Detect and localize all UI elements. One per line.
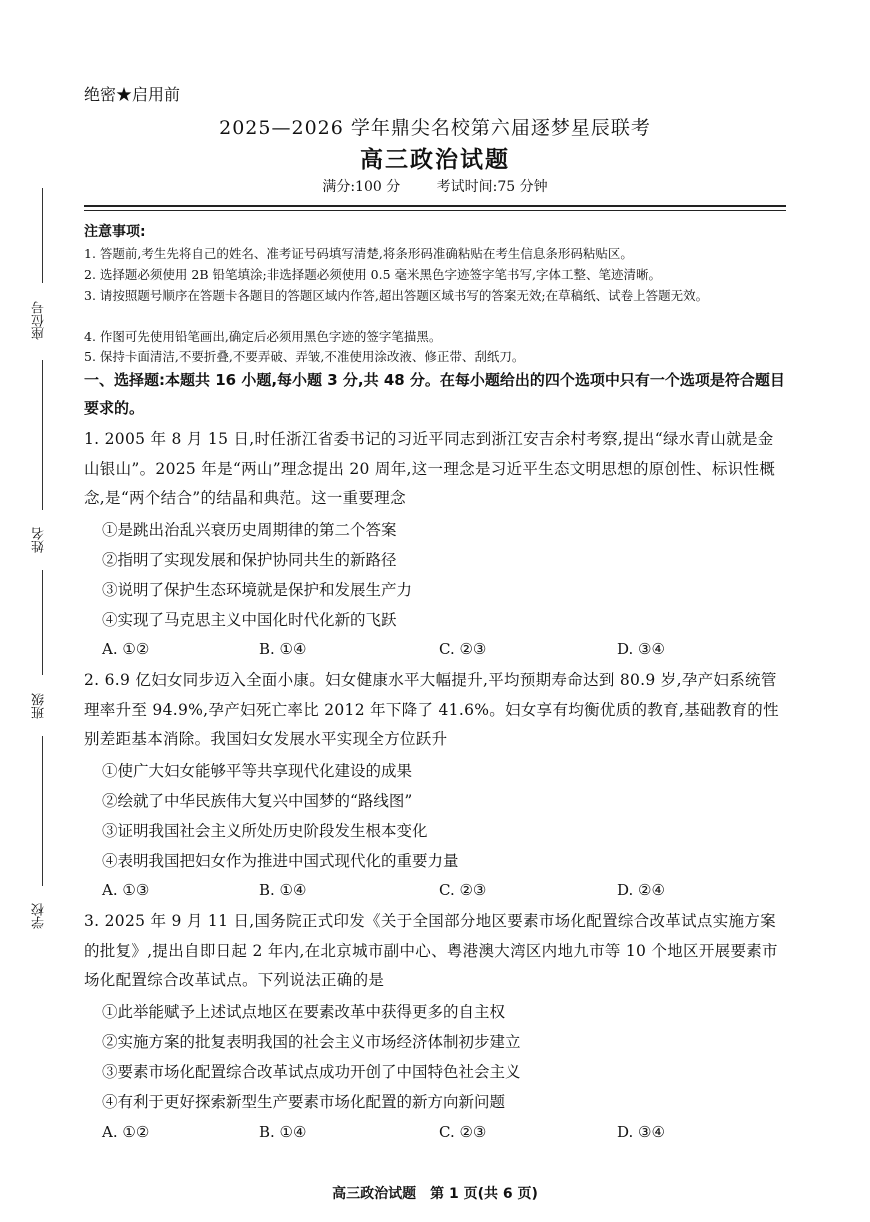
- confidential-mark: 绝密★启用前: [84, 85, 181, 104]
- question-3-option-2: ②实施方案的批复表明我国的社会主义市场经济体制初步建立: [102, 1033, 521, 1051]
- question-1-option-2: ②指明了实现发展和保护协同共生的新路径: [102, 551, 397, 569]
- notice-item-3: 3. 请按照题号顺序在答题卡各题目的答题区域内作答,超出答题区域书写的答案无效;在草稿纸、试卷上答题无效。: [84, 288, 709, 303]
- question-1-choice-b[interactable]: B. ①④: [259, 640, 307, 658]
- question-1-choice-a[interactable]: A. ①②: [102, 640, 150, 658]
- exam-title: 2025—2026 学年鼎尖名校第六届逐梦星辰联考: [219, 117, 651, 139]
- score-time-line: [0, 176, 870, 196]
- question-1-choice-d[interactable]: D. ③④: [617, 640, 665, 658]
- binding-line-1: [42, 188, 43, 283]
- notice-item-2: 2. 选择题必须使用 2B 铅笔填涂;非选择题必须使用 0.5 毫米黑色字迹签字笔书写,字体工整、笔迹清晰。: [84, 267, 661, 282]
- notice-item-5: 5. 保持卡面清洁,不要折叠,不要弄破、弄皱,不准使用涂改液、修正带、刮纸刀。: [84, 349, 525, 364]
- class-label: 班级: [32, 693, 47, 719]
- question-1-choice-c[interactable]: C. ②③: [439, 640, 487, 658]
- question-3-stem: 3. 2025 年 9 月 11 日,国务院正式印发《关于全国部分地区要素市场化配置综合改革试点实施方案的批复》,提出自即日起 2 年内,在北京城市副中心、粤港澳大湾区内地九市等 10 个地区开展要素市场化配置综合改革试点。下列说法正确的是: [84, 912, 778, 989]
- question-3-choices: [102, 1117, 792, 1147]
- question-3-choice-c[interactable]: C. ②③: [439, 1123, 487, 1141]
- full-score: 满分:100 分: [322, 179, 401, 195]
- question-1-choices: [102, 634, 792, 664]
- binding-line-4: [42, 736, 43, 886]
- question-1-option-4: ④实现了马克思主义中国化时代化新的飞跃: [102, 611, 397, 629]
- notice-item-1: 1. 答题前,考生先将自己的姓名、准考证号码填写清楚,将条形码准确粘贴在考生信息条形码粘贴区。: [84, 246, 633, 261]
- school-label: 学校: [32, 903, 47, 929]
- question-1-option-1: ①是跳出治乱兴衰历史周期律的第二个答案: [102, 521, 397, 539]
- exam-time: 考试时间:75 分钟: [436, 179, 548, 195]
- question-3-option-3: ③要素市场化配置综合改革试点成功开创了中国特色社会主义: [102, 1063, 521, 1081]
- question-3-choice-d[interactable]: D. ③④: [617, 1123, 665, 1141]
- question-2-choice-b[interactable]: B. ①④: [259, 881, 307, 899]
- question-2-option-4: ④表明我国把妇女作为推进中国式现代化的重要力量: [102, 852, 459, 870]
- notice-title: 注意事项:: [84, 224, 146, 240]
- question-1-option-3: ③说明了保护生态环境就是保护和发展生产力: [102, 581, 413, 599]
- question-3-choice-a[interactable]: A. ①②: [102, 1123, 150, 1141]
- subject-title: 高三政治试题: [360, 146, 510, 173]
- binding-line-2: [42, 360, 43, 510]
- question-2-option-3: ③证明我国社会主义所处历史阶段发生根本变化: [102, 822, 428, 840]
- question-2-stem: 2. 6.9 亿妇女同步迈入全面小康。妇女健康水平大幅提升,平均预期寿命达到 80.9 岁,孕产妇系统管理率升至 94.9%,孕产妇死亡率比 2012 年下降了 41.6%。妇女享有均衡优质的教育,基础教育的性别差距基本消除。我国妇女发展水平实现全方位跃升: [84, 671, 779, 748]
- binding-line-3: [42, 570, 43, 675]
- question-2-choice-a[interactable]: A. ①③: [102, 881, 150, 899]
- question-2-choice-c[interactable]: C. ②③: [439, 881, 487, 899]
- section-heading: 一、选择题:本题共 16 小题,每小题 3 分,共 48 分。在每小题给出的四个选项中只有一个选项是符合题目要求的。: [84, 371, 785, 417]
- seat-number-label: 座位号: [32, 301, 47, 341]
- header-rule-thick: [84, 205, 786, 207]
- page-footer: 高三政治试题 第 1 页(共 6 页): [332, 1186, 538, 1202]
- question-3-choice-b[interactable]: B. ①④: [259, 1123, 307, 1141]
- name-label: 姓名: [32, 527, 47, 553]
- question-2-option-2: ②绘就了中华民族伟大复兴中国梦的“路线图”: [102, 792, 413, 810]
- question-2-choice-d[interactable]: D. ②④: [617, 881, 665, 899]
- question-1-stem: 1. 2005 年 8 月 15 日,时任浙江省委书记的习近平同志到浙江安吉余村考察,提出“绿水青山就是金山银山”。2025 年是“两山”理念提出 20 周年,这一理念是习近平生态文明思想的原创性、标识性概念,是“两个结合”的结晶和典范。这一重要理念: [84, 430, 776, 507]
- question-3-option-1: ①此举能赋予上述试点地区在要素改革中获得更多的自主权: [102, 1003, 506, 1021]
- header-rule-thin: [84, 210, 786, 211]
- notice-item-4: 4. 作图可先使用铅笔画出,确定后必须用黑色字迹的签字笔描黑。: [84, 329, 442, 344]
- question-3-option-4: ④有利于更好探索新型生产要素市场化配置的新方向新问题: [102, 1093, 506, 1111]
- question-2-choices: [102, 875, 792, 905]
- question-2-option-1: ①使广大妇女能够平等共享现代化建设的成果: [102, 762, 413, 780]
